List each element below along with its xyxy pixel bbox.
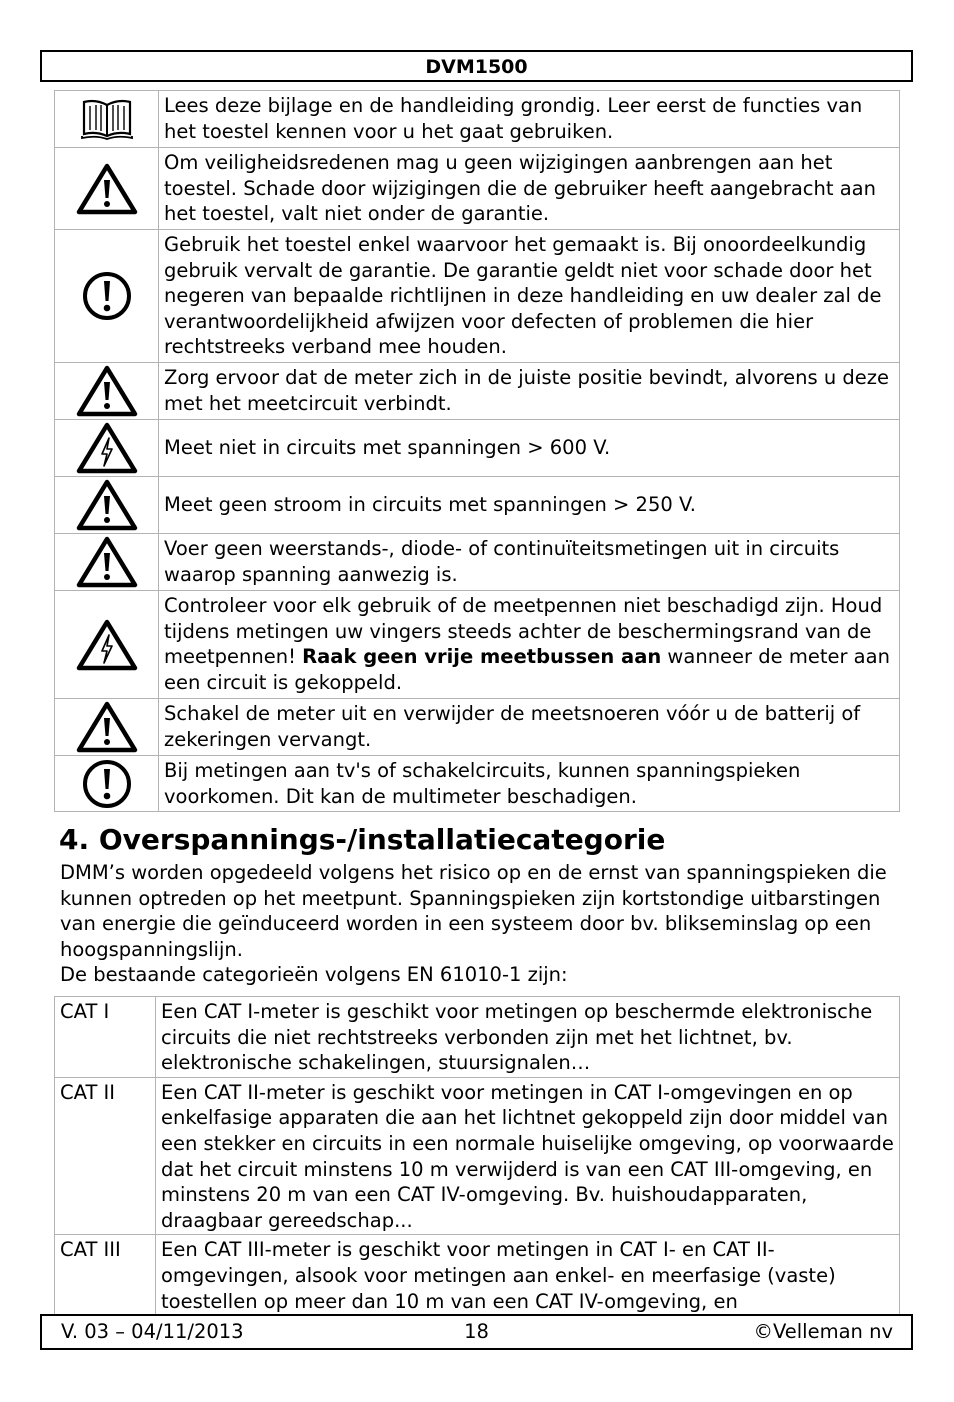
table-row: [55, 997, 900, 1078]
safety-text: Bij metingen aan tv's of schakelcircuits, kunnen spanningspieken voorkomen. Dit kan de multimeter beschadigen.: [159, 756, 900, 812]
safety-symbols-table: [54, 90, 900, 812]
safety-text: Meet geen stroom in circuits met spanningen > 250 V.: [159, 477, 900, 534]
table-row: [55, 230, 900, 363]
safety-text: Meet niet in circuits met spanningen > 600 V.: [159, 420, 900, 477]
safety-text: Gebruik het toestel enkel waarvoor het gemaakt is. Bij onoordeelkundig gebruik vervalt de garantie. De garantie geldt niet voor schade door het negeren van bepaalde richtlijnen in deze handleiding en uw dealer zal de verantwoordelijkheid afwijzen voor defecten of problemen die hier rechtstreeks verband mee houden.: [159, 230, 900, 363]
footer-version: V. 03 – 04/11/2013: [61, 1320, 244, 1343]
warning-triangle-icon: [76, 163, 138, 215]
table-row: [55, 91, 900, 148]
warning-triangle-icon: [76, 701, 138, 753]
safety-text: Zorg ervoor dat de meter zich in de juiste positie bevindt, alvorens u deze met het meetcircuit verbindt.: [159, 363, 900, 420]
table-row: [55, 1235, 900, 1316]
intro-paragraph: DMM’s worden opgedeeld volgens het risico op en de ernst van spanningspieken die kunnen optreden op het meetpunt. Spanningspieken zijn kortstondige uitbarstingen van energie die geïnduceerd worden in een systeem door bv. blikseminslag op een hoogspanningslijn.: [60, 861, 887, 961]
warning-triangle-icon: [76, 365, 138, 417]
table-row: [55, 1077, 900, 1235]
section-heading: 4. Overspannings-/installatiecategorie: [59, 823, 666, 856]
warning-triangle-icon: [76, 536, 138, 588]
safety-text: Om veiligheidsredenen mag u geen wijzigingen aanbrengen aan het toestel. Schade door wijzigingen die de gebruiker heeft aangebracht aan het toestel, valt niet onder de garantie.: [159, 148, 900, 230]
table-row: [55, 756, 900, 812]
safety-text: Lees deze bijlage en de handleiding grondig. Leer eerst de functies van het toestel kennen voor u het gaat gebruiken.: [159, 91, 900, 148]
page-header: [40, 50, 913, 82]
intro-line: De bestaande categorieën volgens EN 61010-1 zijn:: [60, 963, 568, 987]
table-row: [55, 148, 900, 230]
high-voltage-triangle-icon: [76, 422, 138, 474]
safety-text: [159, 591, 900, 699]
category-description: Een CAT III-meter is geschikt voor metingen in CAT I- en CAT II-omgevingen, alsook voor metingen aan enkel- en meerfasige (vaste) toestellen op meer dan 10 m van een CAT IV-omgeving, en: [156, 1235, 900, 1316]
table-row: [55, 363, 900, 420]
category-label: CAT I: [55, 997, 156, 1078]
footer-copyright: ©Velleman nv: [753, 1320, 893, 1343]
page-number: 18: [464, 1320, 489, 1343]
manual-book-icon: [80, 97, 134, 141]
category-description: Een CAT I-meter is geschikt voor metingen op beschermde elektronische circuits die niet rechtstreeks verbonden zijn met het lichtnet, bv. elektronische schakelingen, stuursignalen…: [156, 997, 900, 1078]
header-title: DVM1500: [425, 56, 528, 78]
safety-text-part: Controleer voor elk gebruik of de meetpennen niet beschadigd zijn. Houd tijdens metingen uw vingers steeds achter de beschermingsrand van de meetpennen!: [164, 594, 883, 669]
category-table: [54, 996, 900, 1316]
table-row: [55, 591, 900, 699]
table-row: [55, 477, 900, 534]
section-intro: [60, 860, 910, 988]
warning-triangle-icon: [76, 479, 138, 531]
table-row: [55, 534, 900, 591]
caution-circle-icon: [81, 758, 133, 810]
safety-text-part: wanneer de meter aan een circuit is gekoppeld.: [164, 645, 890, 694]
high-voltage-triangle-icon: [76, 619, 138, 671]
table-row: [55, 420, 900, 477]
table-row: [55, 699, 900, 756]
category-label: CAT II: [55, 1077, 156, 1235]
safety-text: Voer geen weerstands-, diode- of continuïteitsmetingen uit in circuits waarop spanning aanwezig is.: [159, 534, 900, 591]
category-description: Een CAT II-meter is geschikt voor metingen in CAT I-omgevingen en op enkelfasige apparaten die aan het lichtnet gekoppeld zijn door middel van een stekker en circuits in een normale huiselijke omgeving, op voorwaarde dat het circuit minstens 10 m verwijderd is van een CAT III-omgeving, en minstens 20 m van een CAT IV-omgeving. Bv. huishoudapparaten, draagbaar gereedschap...: [156, 1077, 900, 1235]
page-footer: [40, 1314, 913, 1350]
category-label: CAT III: [55, 1235, 156, 1316]
safety-text-bold: Raak geen vrije meetbussen aan: [302, 645, 662, 669]
safety-text: Schakel de meter uit en verwijder de meetsnoeren vóór u de batterij of zekeringen vervangt.: [159, 699, 900, 756]
caution-circle-icon: [81, 270, 133, 322]
